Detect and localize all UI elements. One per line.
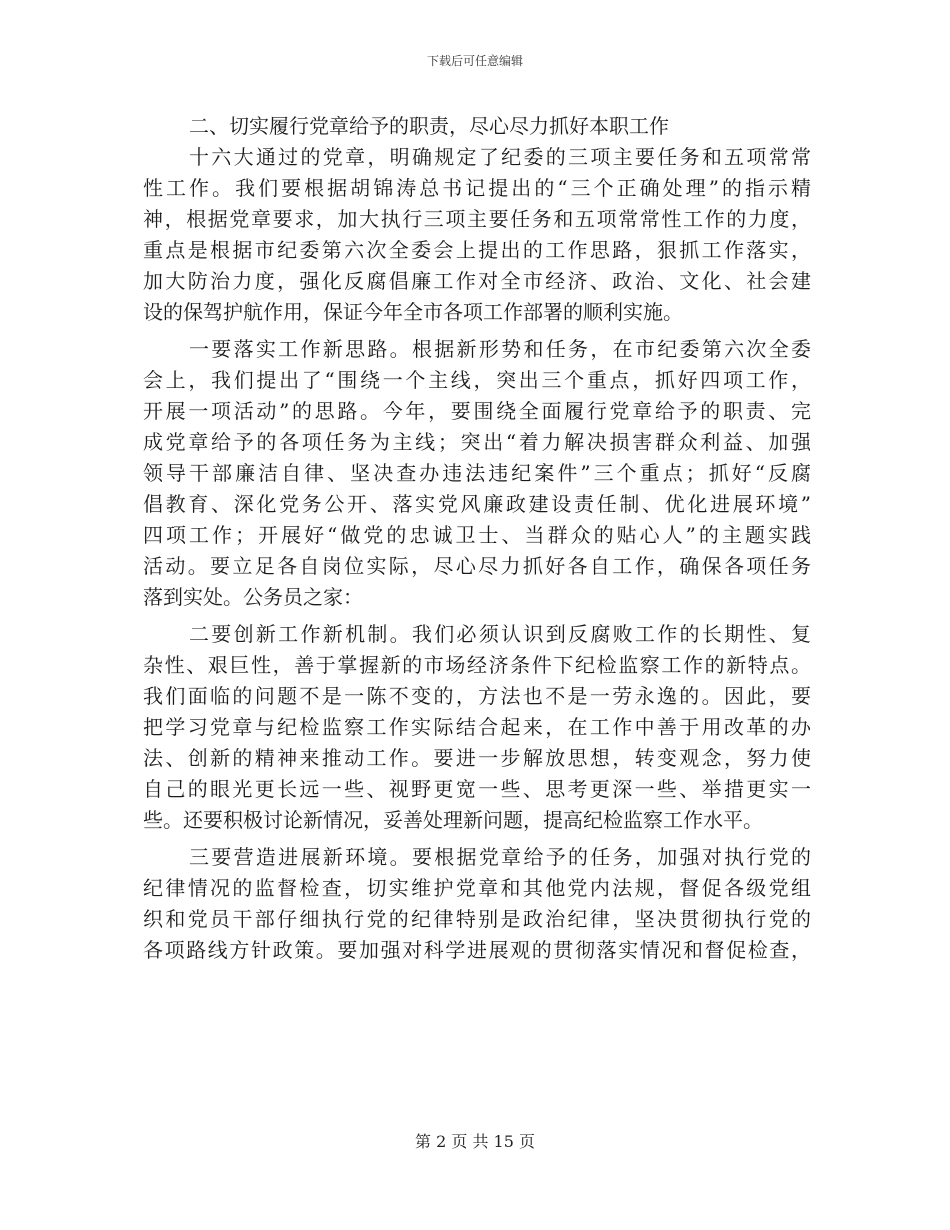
- paragraph-line: 杂性、艰巨性，善于掌握新的市场经济条件下纪检监察工作的新特点。: [143, 653, 811, 677]
- paragraph-line: 一要落实工作新思路。根据新形势和任务，在市纪委第六次全委: [189, 337, 811, 361]
- paragraph-line: 设的保驾护航作用，保证今年全市各项工作部署的顺利实施。: [143, 300, 683, 324]
- paragraph-line: 神，根据党章要求，加大执行三项主要任务和五项常常性工作的力度，: [143, 207, 811, 231]
- page-footer: 第 2 页 共 15 页: [415, 1132, 535, 1151]
- paragraph-line: 性工作。我们要根据胡锦涛总书记提出的“三个正确处理”的指示精: [143, 176, 811, 200]
- paragraph-line: 四项工作；开展好“做党的忠诚卫士、当群众的贴心人”的主题实践: [143, 523, 811, 547]
- document-body: [143, 111, 811, 966]
- paragraph-line: 织和党员干部仔细执行党的纪律特别是政治纪律，坚决贯彻执行党的: [143, 907, 811, 931]
- paragraph-line: 成党章给予的各项任务为主线；突出“着力解决损害群众利益、加强: [143, 430, 811, 454]
- paragraph-line: 落到实处。公务员之家：: [143, 585, 363, 609]
- paragraph-line: 二要创新工作新机制。我们必须认识到反腐败工作的长期性、复: [189, 622, 811, 646]
- paragraph-line: 倡教育、深化党务公开、落实党风廉政建设责任制、优化进展环境”: [143, 492, 811, 516]
- paragraph-line: 会上，我们提出了“围绕一个主线，突出三个重点，抓好四项工作，: [143, 368, 811, 392]
- page-header: 下载后可任意编辑: [426, 54, 523, 68]
- paragraph-line: 把学习党章与纪检监察工作实际结合起来，在工作中善于用改革的办: [143, 715, 811, 739]
- paragraph-line: 自己的眼光更长远一些、视野更宽一些、思考更深一些、举措更实一: [143, 777, 811, 801]
- paragraph-line: 法、创新的精神来推动工作。要进一步解放思想，转变观念，努力使: [143, 746, 811, 770]
- paragraph-line: 些。还要积极讨论新情况，妥善处理新问题，提高纪检监察工作水平。: [143, 808, 763, 832]
- paragraph-line: 活动。要立足各自岗位实际，尽心尽力抓好各自工作，确保各项任务: [143, 554, 811, 578]
- paragraph-line: 各项路线方针政策。要加强对科学进展观的贯彻落实情况和督促检查，: [143, 938, 811, 962]
- paragraph-line: 重点是根据市纪委第六次全委会上提出的工作思路，狠抓工作落实，: [143, 238, 811, 262]
- paragraph-line: 加大防治力度，强化反腐倡廉工作对全市经济、政治、文化、社会建: [143, 269, 811, 293]
- paragraph-line: 纪律情况的监督检查，切实维护党章和其他党内法规，督促各级党组: [143, 876, 811, 900]
- paragraph-line: 十六大通过的党章，明确规定了纪委的三项主要任务和五项常常: [189, 145, 811, 169]
- paragraph-line: 领导干部廉洁自律、坚决查办违法违纪案件”三个重点；抓好“反腐: [143, 461, 811, 485]
- paragraph-line: 三要营造进展新环境。要根据党章给予的任务，加强对执行党的: [189, 845, 811, 869]
- paragraph-line: 开展一项活动”的思路。今年，要围绕全面履行党章给予的职责、完: [143, 399, 811, 423]
- paragraph-line: 我们面临的问题不是一陈不变的，方法也不是一劳永逸的。因此，要: [143, 684, 811, 708]
- section-heading: 二、切实履行党章给予的职责，尽心尽力抓好本职工作: [189, 114, 669, 138]
